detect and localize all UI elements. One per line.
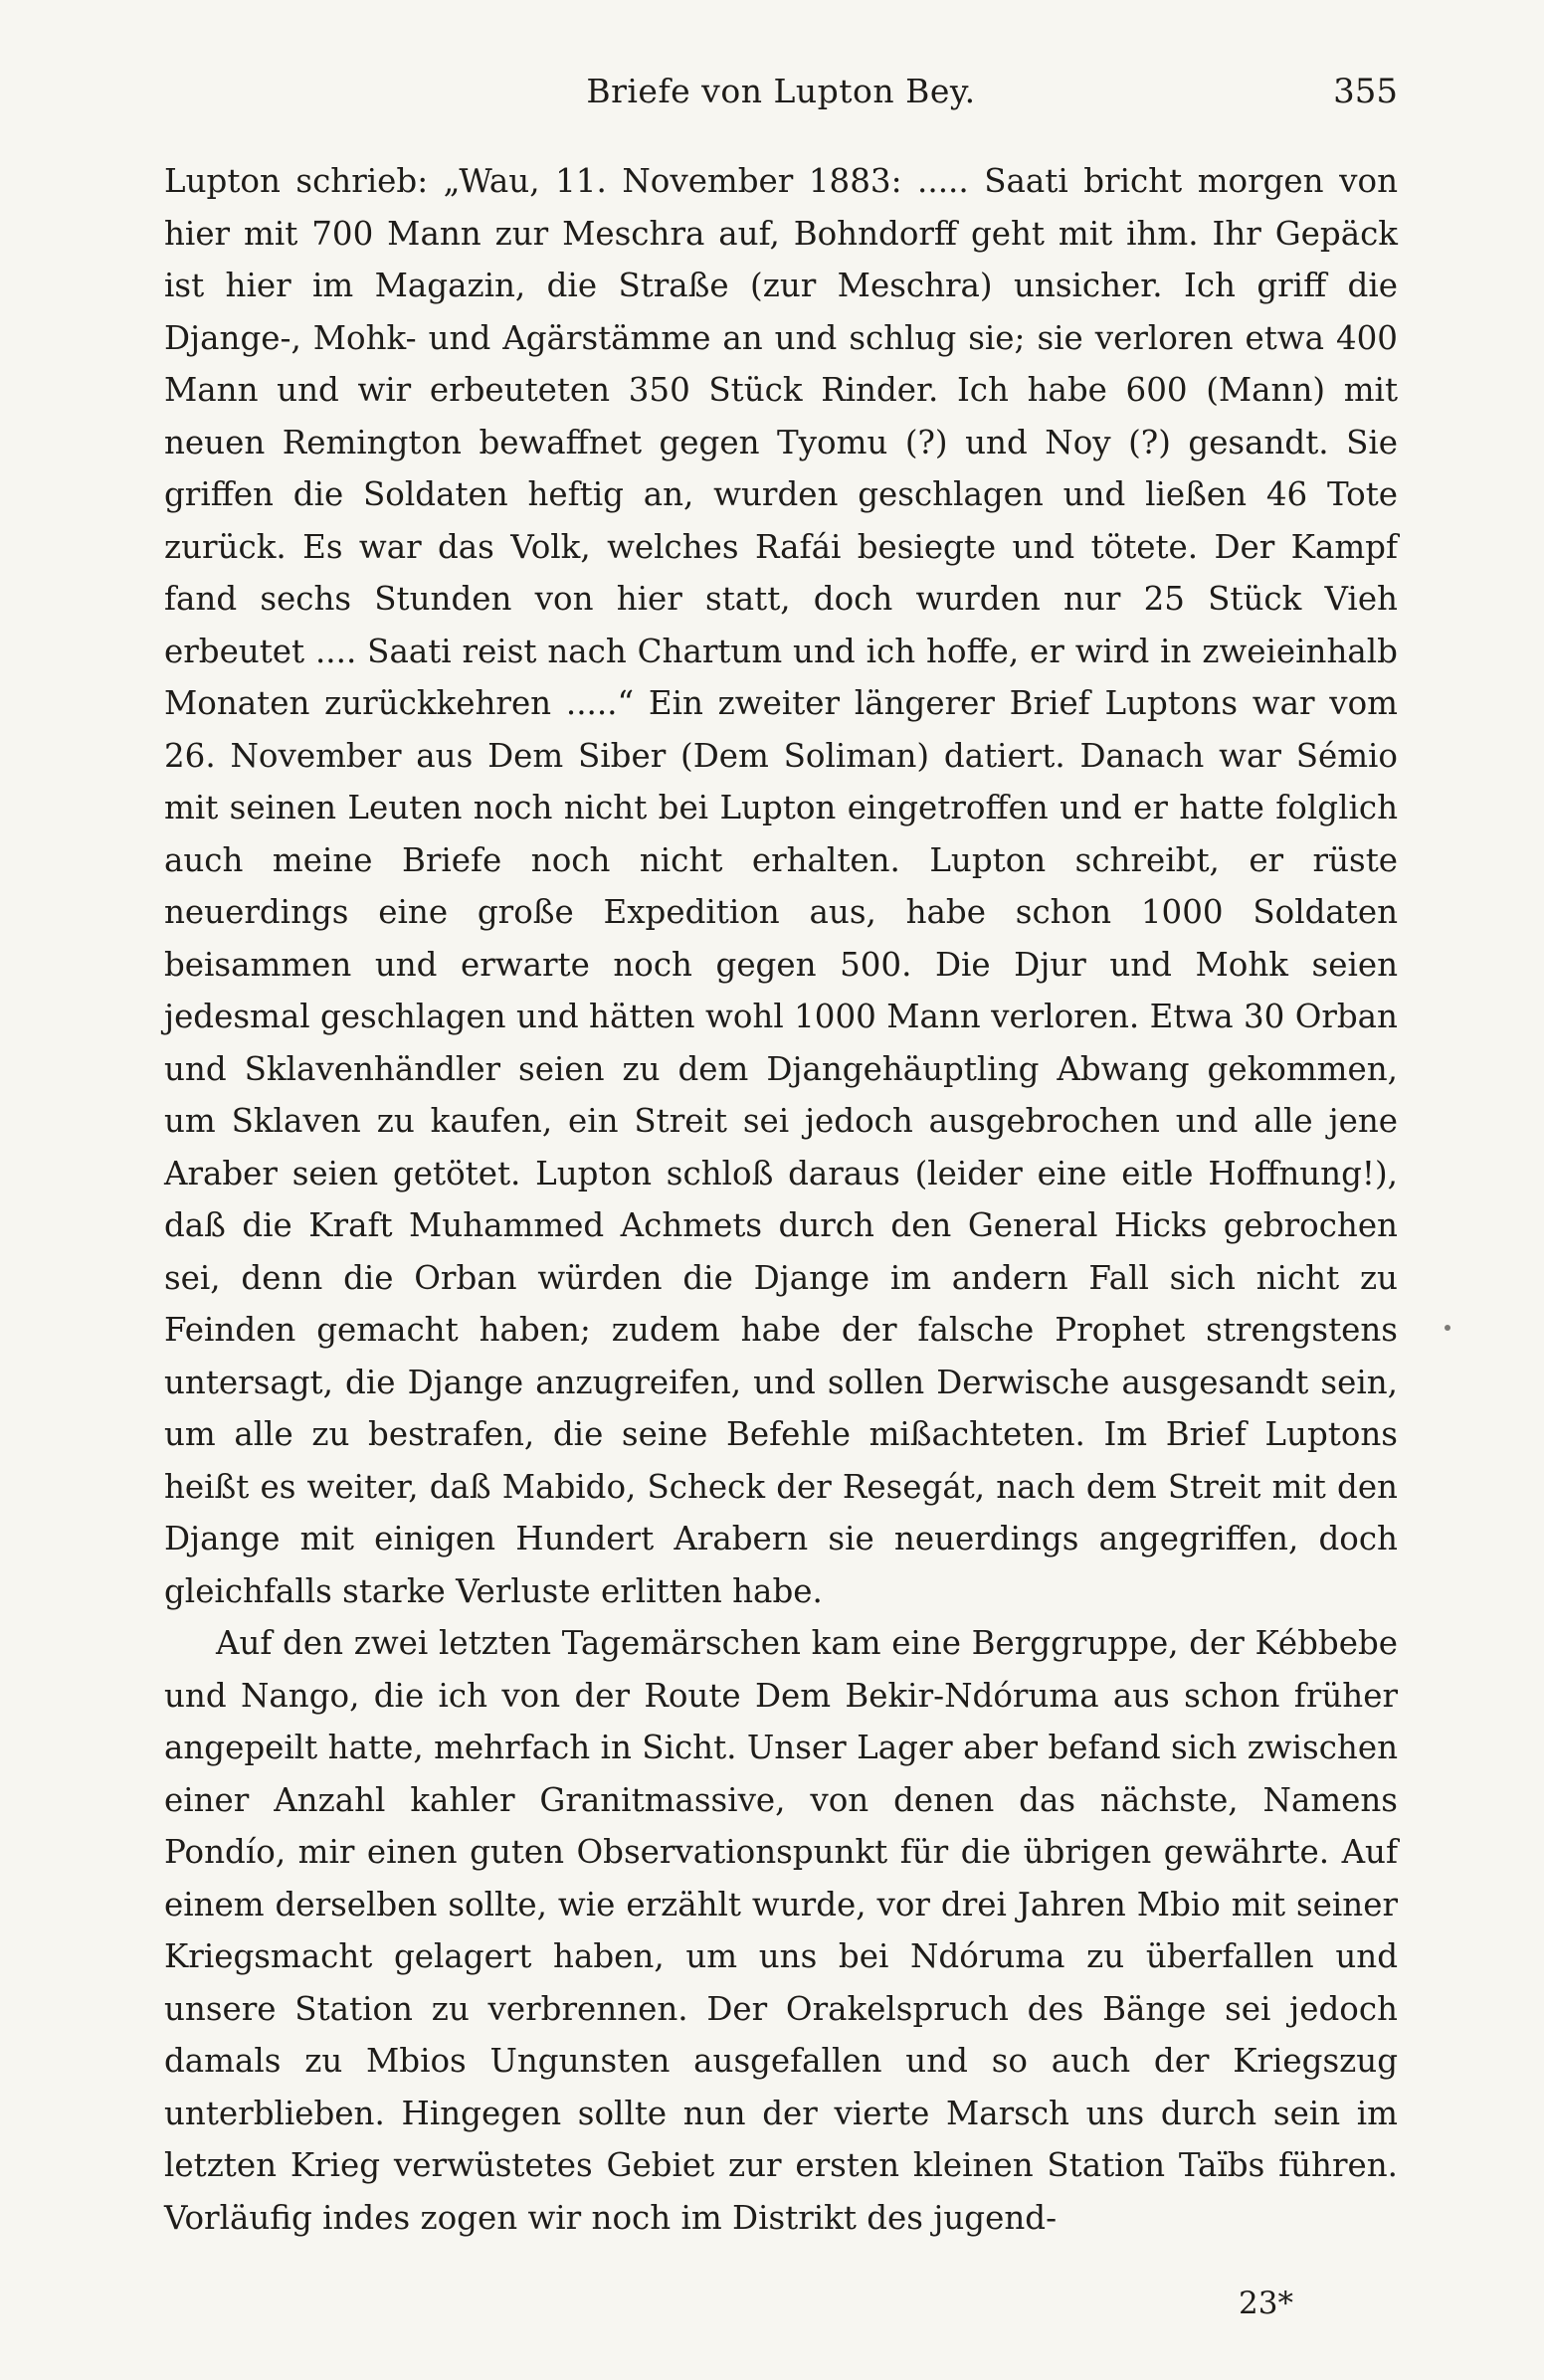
running-head [164, 72, 1398, 121]
paragraph-berggruppe: Auf den zwei letzten Tagemärschen kam eine Berggruppe, der Kébbebe und Nango, die ich von der Route Dem Bekir-Ndóruma aus schon früher angepeilt hatte, mehrfach in Sicht. Unser Lager aber befand sich zwischen einer Anzahl kahler Granitmassive, von denen das nächste, Namens Pondío, mir einen guten Observationspunkt für die übrigen gewährte. Auf einem derselben sollte, wie erzählt wurde, vor drei Jahren Mbio mit seiner Kriegsmacht gelagert haben, um uns bei Ndóruma zu überfallen und unsere Station zu verbrennen. Der Orakelspruch des Bänge sei jedoch damals zu Mbios Ungunsten ausgefallen und so auch der Kriegszug unterblieben. Hingegen sollte nun der vierte Marsch uns durch sein im letzten Krieg verwüstetes Gebiet zur ersten kleinen Station Taïbs führen. Vorläufig indes zogen wir noch im Distrikt des jugend- [164, 1624, 1398, 2237]
signature-mark: 23* [1239, 2286, 1293, 2321]
running-title: Briefe von Lupton Bey. [586, 72, 976, 110]
paragraph-letter-lupton: Lupton schrieb: „Wau, 11. November 1883: ..... Saati bricht morgen von hier mit 700 Mann zur Meschra auf, Bohndorff geht mit ihm. Ihr Gepäck ist hier im Magazin, die Straße (zur Meschra) unsicher. Ich griff die Djange-, Mohk- und Agärstämme an und schlug sie; sie verloren etwa 400 Mann und wir erbeuteten 350 Stück Rinder. Ich habe 600 (Mann) mit neuen Remington bewaffnet gegen Tyomu (?) und Noy (?) gesandt. Sie griffen die Soldaten heftig an, wurden geschlagen und ließen 46 Tote zurück. Es war das Volk, welches Rafái besiegte und tötete. Der Kampf fand sechs Stunden von hier statt, doch wurden nur 25 Stück Vieh erbeutet .... Saati reist nach Chartum und ich hoffe, er wird in zweieinhalb Monaten zurückkehren .....“ Ein zweiter längerer Brief Luptons war vom 26. November aus Dem Siber (Dem Soliman) datiert. Danach war Sémio mit seinen Leuten noch nicht bei Lupton eingetroffen und er hatte folglich auch meine Briefe noch nicht erhalten. Lupton schreibt, er rüste neuerdings eine große Expedition aus, habe schon 1000 Soldaten beisammen und erwarte noch gegen 500. Die Djur und Mohk seien jedesmal geschlagen und hätten wohl 1000 Mann verloren. Etwa 30 Orban und Sklavenhändler seien zu dem Djangehäuptling Abwang gekommen, um Sklaven zu kaufen, ein Streit sei jedoch ausgebrochen und alle jene Araber seien getötet. Lupton schloß daraus (leider eine eitle Hoffnung!), daß die Kraft Muhammed Achmets durch den General Hicks gebrochen sei, denn die Orban würden die Djange im andern Fall sich nicht zu Feinden gemacht haben; zudem habe der falsche Prophet strengstens untersagt, die Djange anzugreifen, und sollen Derwische ausgesandt sein, um alle zu bestrafen, die seine Befehle mißachteten. Im Brief Luptons heißt es weiter, daß Mabido, Scheck der Resegát, nach dem Streit mit den Djange mit einigen Hundert Arabern sie neuerdings angegriffen, doch gleichfalls starke Verluste erlitten habe. [164, 162, 1398, 1610]
body-text [164, 155, 1398, 2244]
page-number: 355 [1333, 72, 1398, 111]
margin-dot [1445, 1325, 1450, 1331]
